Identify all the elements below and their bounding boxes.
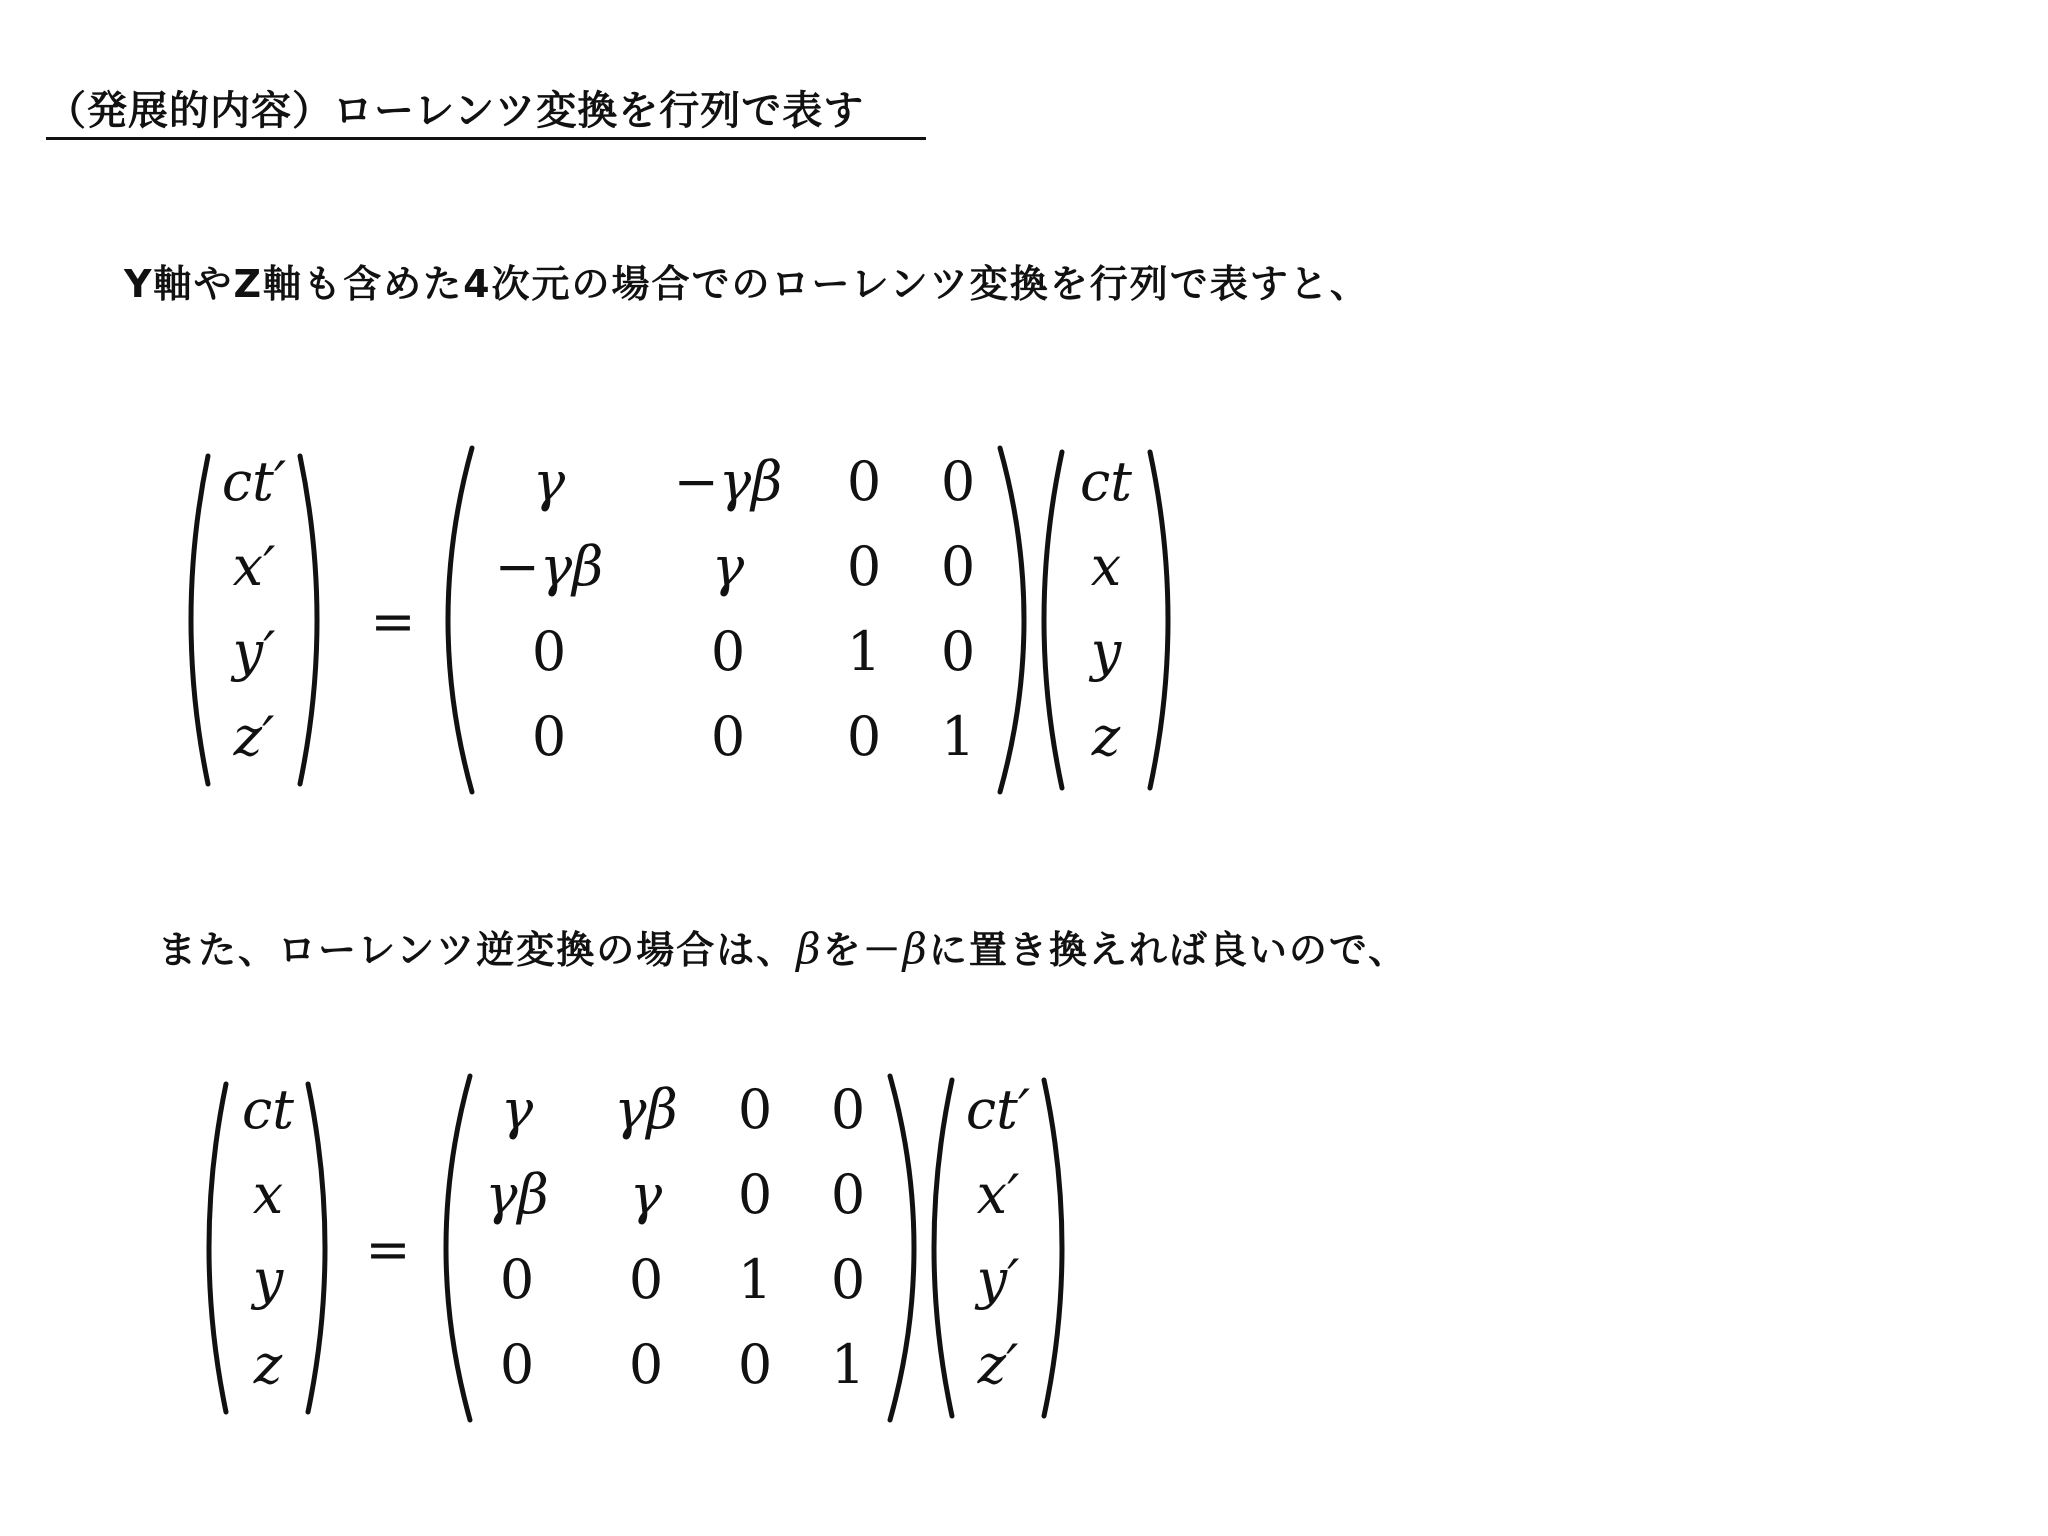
inverse-paragraph (158, 925, 1408, 974)
lhs-entry: z (253, 1333, 283, 1396)
rhs-entry: x (1090, 535, 1122, 598)
section-heading: （発展的内容）ローレンツ変換を行列で表す (46, 88, 926, 140)
rhs-entry: ct′ (965, 1078, 1031, 1141)
matrix-cell: 1 (830, 1333, 866, 1396)
rhs-left-paren (934, 1080, 952, 1416)
matrix-cell: 0 (830, 1163, 866, 1226)
matrix-cell: γ (629, 1163, 663, 1226)
equals-sign: = (365, 1218, 411, 1281)
matrix-cell: 0 (710, 620, 746, 683)
beta-symbol: β (796, 924, 823, 973)
matrix-cell: γβ (614, 1078, 678, 1141)
matrix-cell: 0 (846, 535, 882, 598)
matrix-cell: 0 (846, 705, 882, 768)
matrix-cell: 1 (940, 705, 976, 768)
lhs-left-paren (209, 1084, 226, 1412)
matrix-cell: 0 (940, 535, 976, 598)
matrix-cell: 0 (830, 1078, 866, 1141)
matrix-cell: 0 (940, 450, 976, 513)
inverse-text-middle: を－ (822, 928, 903, 972)
matrix-cell: −γβ (494, 535, 604, 598)
matrix-cell: 0 (628, 1333, 664, 1396)
rhs-entry: y (1090, 620, 1122, 683)
matrix-cell: 0 (531, 705, 567, 768)
rhs-entry: x′ (976, 1163, 1020, 1226)
matrix-cell: −γβ (673, 450, 783, 513)
lhs-entry: y (252, 1248, 284, 1311)
matrix-left-paren (446, 1076, 470, 1420)
lorentz-transform-equation (180, 440, 1200, 800)
matrix-cell: γβ (485, 1163, 549, 1226)
matrix-cell: γ (711, 535, 745, 598)
matrix-cell: 1 (846, 620, 882, 683)
matrix-cell: 0 (499, 1248, 535, 1311)
matrix-cell: 0 (499, 1333, 535, 1396)
matrix-cell: 0 (737, 1333, 773, 1396)
lhs-entry: x′ (232, 535, 276, 598)
matrix-cell: 0 (737, 1163, 773, 1226)
lhs-right-paren (300, 456, 317, 784)
lhs-entry: z′ (233, 705, 275, 768)
matrix-cell: 0 (710, 705, 746, 768)
lhs-left-paren (191, 456, 208, 784)
lhs-entry: ct (242, 1078, 294, 1141)
matrix-cell: γ (532, 450, 566, 513)
matrix-cell: 0 (737, 1078, 773, 1141)
matrix-cell: 0 (846, 450, 882, 513)
lhs-entry: ct′ (221, 450, 287, 513)
rhs-entry: z′ (977, 1333, 1019, 1396)
beta-symbol-2: β (902, 924, 929, 973)
matrix-right-paren (890, 1076, 914, 1420)
inverse-text-after: に置き換えれば良いので、 (928, 928, 1409, 972)
inverse-lorentz-transform-equation (198, 1068, 1098, 1428)
lhs-entry: y′ (232, 620, 276, 683)
matrix-cell: 0 (830, 1248, 866, 1311)
rhs-right-paren (1044, 1080, 1062, 1416)
rhs-entry: z (1091, 705, 1121, 768)
matrix-right-paren (1000, 448, 1024, 792)
rhs-right-paren (1150, 452, 1168, 788)
lhs-entry: x (252, 1163, 284, 1226)
matrix-cell: 1 (737, 1248, 773, 1311)
equals-sign: = (370, 590, 416, 653)
rhs-entry: ct (1080, 450, 1132, 513)
rhs-left-paren (1044, 452, 1062, 788)
matrix-cell: γ (500, 1078, 534, 1141)
intro-paragraph: Y軸やZ軸も含めた4次元の場合でのローレンツ変換を行列で表すと、 (124, 262, 1370, 306)
inverse-text-before: また、ローレンツ逆変換の場合は、 (158, 928, 797, 972)
matrix-cell: 0 (531, 620, 567, 683)
matrix-cell: 0 (628, 1248, 664, 1311)
matrix-cell: 0 (940, 620, 976, 683)
rhs-entry: y′ (976, 1248, 1020, 1311)
lhs-right-paren (308, 1084, 325, 1412)
matrix-left-paren (448, 448, 472, 792)
